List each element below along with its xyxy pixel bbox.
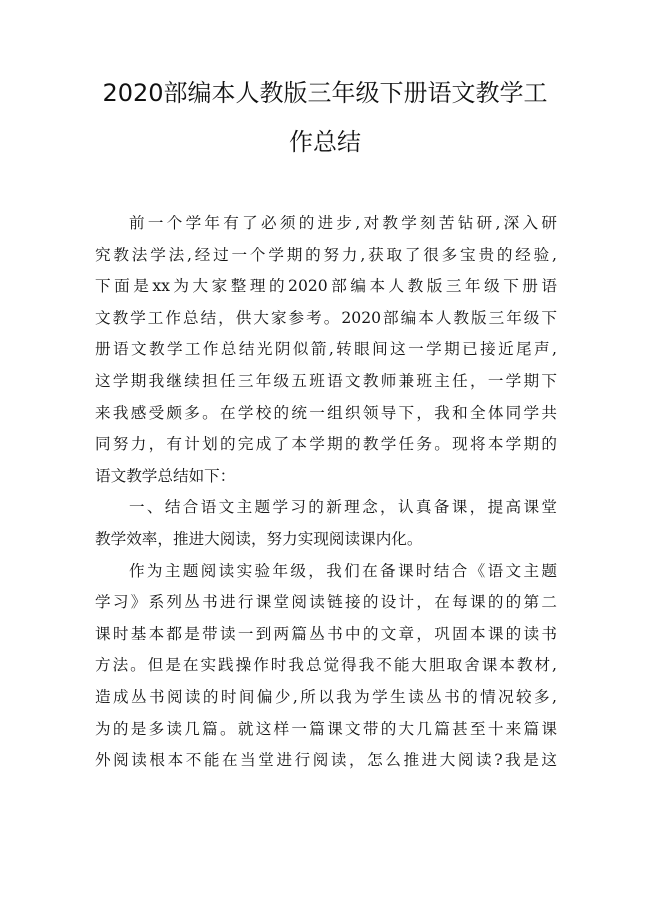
paragraph-line: 同努力，有计划的完成了本学期的教学任务。现将本学期的: [95, 435, 557, 454]
paragraph-line: 究教法学法,经过一个学期的努力,获取了很多宝贵的经验,: [95, 245, 557, 264]
paragraph-line: 这学期我继续担任三年级五班语文教师兼班主任，一学期下: [95, 371, 557, 390]
paragraph-line: 外阅读根本不能在当堂进行阅读，怎么推进大阅读?我是这: [95, 751, 557, 770]
paragraph-line: 作为主题阅读实验年级，我们在备课时结合《语文主题: [129, 561, 557, 580]
paragraph-line: 册语文教学工作总结光阴似箭,转眼间这一学期已接近尾声,: [95, 340, 557, 359]
paragraph-line: 来我感受颇多。在学校的统一组织领导下，我和全体同学共: [95, 403, 557, 422]
document-body: [95, 208, 557, 777]
paragraph-line: 方法。但是在实践操作时我总觉得我不能大胆取舍课本教材,: [95, 656, 557, 675]
paragraph-line: 语文教学总结如下：: [95, 466, 236, 485]
paragraph-line: 为的是多读几篇。就这样一篇课文带的大几篇甚至十来篇课: [95, 719, 557, 738]
document-title-line-1: 2020部编本人教版三年级下册语文教学工: [102, 79, 548, 107]
document-title-line-2: 作总结: [289, 128, 361, 156]
paragraph-line: 前一个学年有了必须的进步,对教学刻苦钻研,深入研: [129, 214, 557, 232]
paragraph-line: 造成丛书阅读的时间偏少,所以我为学生读丛书的情况较多,: [95, 687, 557, 706]
section-heading-line: 教学效率，推进大阅读，努力实现阅读课内化。: [95, 529, 423, 548]
paragraph-line: 课时基本都是带读一到两篇丛书中的文章，巩固本课的读书: [95, 624, 557, 643]
paragraph-line: 文教学工作总结，供大家参考。2020部编本人教版三年级下: [95, 308, 557, 327]
section-heading-line: 一、结合语文主题学习的新理念，认真备课，提高课堂: [129, 498, 557, 517]
paragraph-line: 下面是xx为大家整理的2020部编本人教版三年级下册语: [95, 277, 557, 296]
paragraph-line: 学习》系列丛书进行课堂阅读链接的设计，在每课的的第二: [95, 593, 557, 612]
